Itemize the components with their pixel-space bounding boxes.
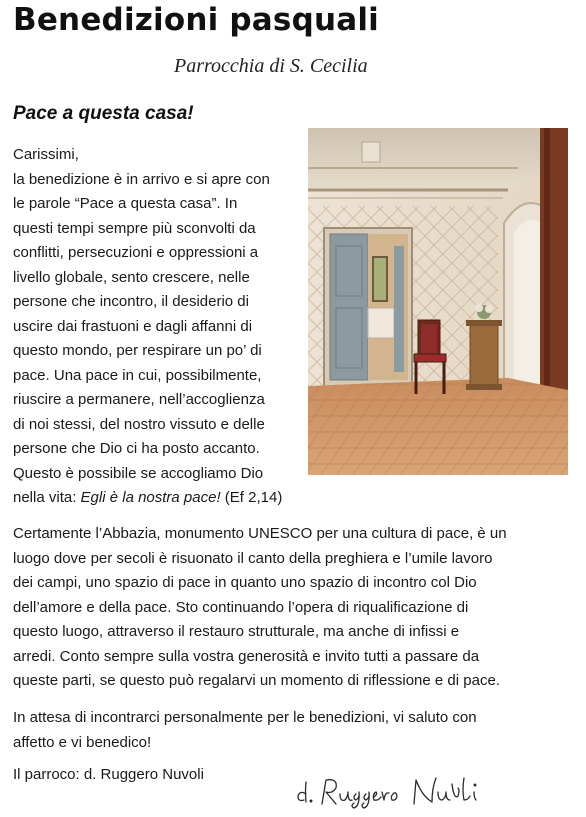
text-line: Certamente l’Abbazia, monumento UNESCO per una cultura di pace, è un [13,525,507,542]
text-line: luogo dove per secoli è risuonato il canto della preghiera e l’umile lavoro [13,549,493,567]
text-line: persone che incontro, il desiderio di [13,293,249,310]
scripture-quote: Egli è la nostra pace! [80,489,221,506]
text-line: queste parti, se questo può regalarvi un momento di riflessione e di pace. [13,672,500,689]
signoff-line: Il parroco: d. Ruggero Nuvoli [13,766,204,783]
text-line: pace. Una pace in cui, possibilmente, [13,366,262,384]
text-line: arredi. Conto sempre sulla vostra generosità e invito tutti a passare da [13,647,480,665]
text-line: la benedizione è in arrivo e si apre con [13,170,270,188]
article-heading: Pace a questa casa! [13,103,194,124]
text-line: questo luogo, attraverso il restauro strutturale, ma anche di infissi e [13,623,460,640]
text-line-last [13,486,305,511]
intro-paragraph [13,143,305,511]
text-line: persone che Dio ci ha posto accanto. [13,440,260,457]
text-line: questi tempi sempre più sconvolti da [13,219,256,237]
church-interior-photo [308,128,568,475]
scripture-reference: (Ef 2,14) [220,489,283,506]
abbey-paragraph [13,522,573,694]
text-line: conflitti, persecuzioni e oppressioni a [13,244,259,261]
text-line: affetto e vi benedico! [13,733,152,751]
parish-subtitle: Parrocchia di S. Cecilia [174,55,368,77]
text-line: livello globale, sento crescere, nelle [13,268,250,286]
text-line: le parole “Pace a questa casa”. In [13,195,238,212]
text-line: dell’amore e della pace. Sto continuando l’opera di riqualificazione di [13,598,469,616]
text-line: In attesa di incontrarci personalmente per le benedizioni, vi saluto con [13,709,477,726]
text-line: Questo è possibile se accogliamo Dio [13,464,264,482]
text-segment: nella vita: [13,489,81,506]
page-title: Benedizioni pasquali [13,2,380,38]
text-line: Carissimi, [13,146,79,163]
handwritten-signature [292,770,492,810]
text-line: uscire dai frastuoni e dagli affanni di [13,317,253,335]
greeting-paragraph [13,706,573,755]
text-line: dei campi, uno spazio di pace in quanto uno spazio di incontro col Dio [13,574,477,591]
text-line: di noi stessi, del nostro vissuto e delle [13,415,265,433]
text-line: questo mondo, per respirare un po’ di [13,342,262,359]
text-line: riuscire a permanere, nell’accoglienza [13,391,265,408]
